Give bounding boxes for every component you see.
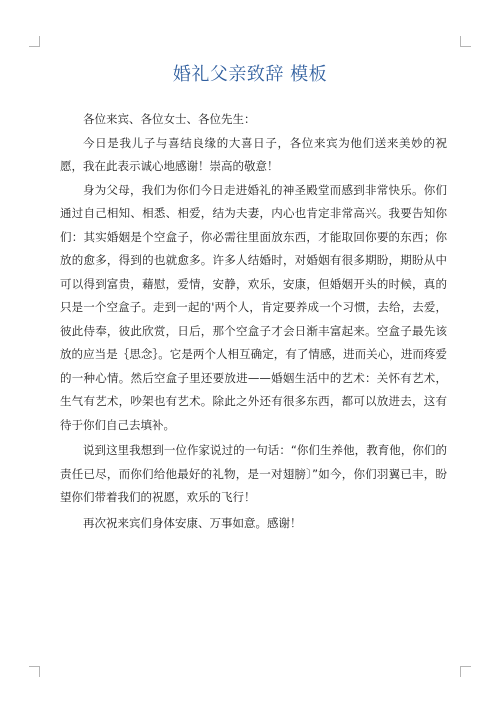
page-corner-mark-bottom-right bbox=[460, 666, 471, 677]
page-corner-mark-bottom-left bbox=[29, 666, 40, 677]
closing-paragraph: 再次祝来宾们身体安康、万事如意。感谢！ bbox=[83, 515, 302, 530]
greeting-paragraph: 各位来宾、各位女士、各位先生： bbox=[83, 112, 256, 126]
body-paragraph: 今日是我儿子与喜结良缘的大喜日子，各位来宾为他们送来美妙的祝愿，我在此表示诚心地感谢！崇高的敬意！ bbox=[60, 135, 447, 173]
document-body bbox=[60, 108, 447, 535]
document-title: 婚礼父亲致辞 模板 bbox=[172, 64, 328, 85]
page-corner-mark-top-right bbox=[460, 36, 471, 47]
body-paragraph: 说到这里我想到一位作家说过的一句话：“你们生养他，教育他，你们的责任已尽，而你们给他最好的礼物，是一对翅膀〕”如今，你们羽翼已丰，盼望你们带着我们的祝愿，欢乐的飞行！ bbox=[60, 443, 447, 504]
body-paragraph: 身为父母，我们为你们今日走进婚礼的神圣殿堂而感到非常快乐。你们通过自己相知、相悉、相爱，结为夫妻，内心也肯定非常高兴。我要告知你们：其实婚姻是个空盒子，你必需往里面放东西，才能取回你要的东西；你放的愈多，得到的也就愈多。许多人结婚时，对婚姻有很多期盼，期盼从中可以得到富贵，藉慰，爱情，安静，欢乐，安康，但婚姻开头的时候，真的只是一个空盒子。走到一起的'两个人，肯定要养成一个习惯，去给，去爱，彼此侍奉，彼此欣赏，日后，那个空盒子才会日渐丰富起来。空盒子最先该放的应当是｛思念｝。它是两个人相互确定，有了情感，进而关心，进而疼爱的一种心情。然后空盒子里还要放进——婚姻生活中的艺术：关怀有艺术，生气有艺术，吵架也有艺术。除此之外还有很多东西，都可以放进去，这有待于你们自己去填补。 bbox=[60, 182, 447, 432]
page-corner-mark-top-left bbox=[29, 36, 40, 47]
